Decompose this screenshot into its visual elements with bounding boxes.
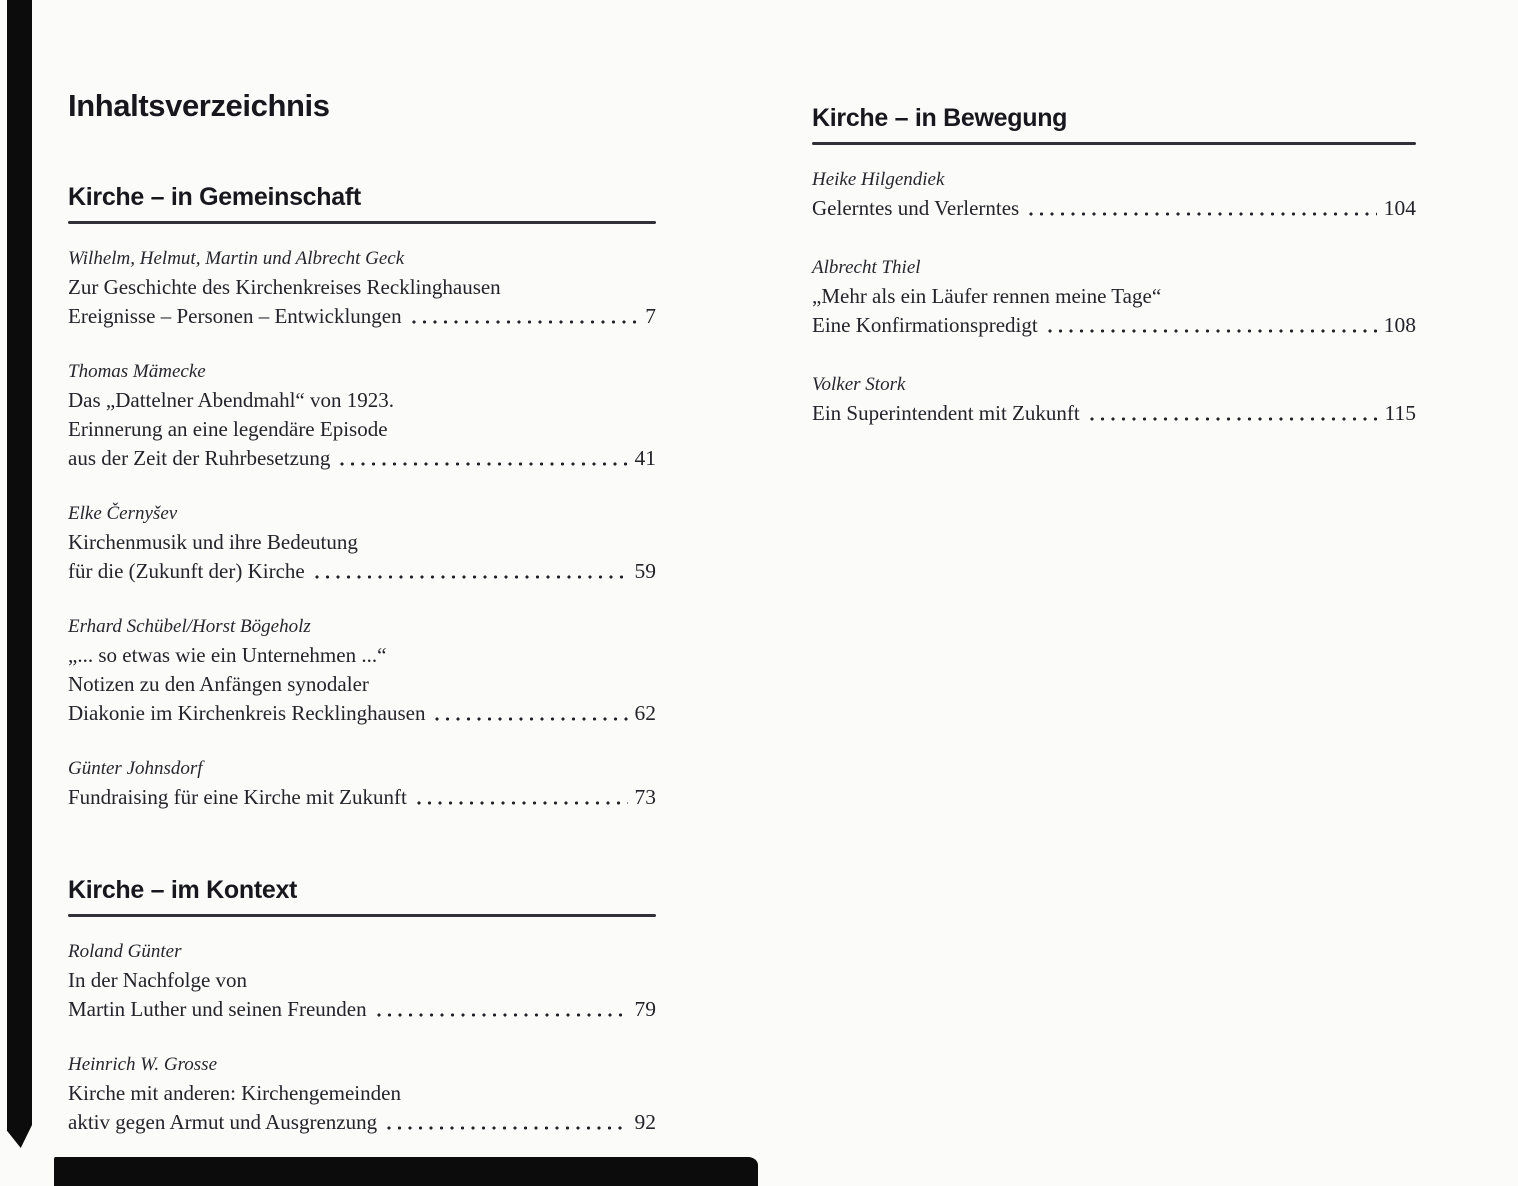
toc-entry	[812, 372, 1416, 428]
section-heading: Kirche – in Bewegung	[812, 104, 1068, 132]
entry-author: Erhard Schübel/Horst Bögeholz	[68, 616, 311, 637]
entry-line: Fundraising für eine Kirche mit Zukunft	[68, 785, 407, 809]
section-rule	[812, 142, 1416, 145]
section-heading: Kirche – im Kontext	[68, 876, 298, 904]
entry-line: Ein Superintendent mit Zukunft	[812, 401, 1080, 425]
toc-section	[68, 183, 656, 812]
entry-author: Elke Černyšev	[68, 503, 178, 524]
scan-artifact-bottom-bar	[54, 1157, 758, 1186]
entry-author: Wilhelm, Helmut, Martin und Albrecht Geck	[68, 248, 405, 269]
toc-entry	[68, 1052, 656, 1137]
toc-entry	[68, 501, 656, 586]
section-rule	[68, 914, 656, 917]
toc-entry	[68, 359, 656, 473]
entry-last-line	[68, 302, 656, 331]
entry-line: In der Nachfolge von	[68, 968, 248, 992]
dot-leader-icon	[411, 302, 639, 331]
toc-column-right	[812, 104, 1416, 428]
dot-leader-icon	[339, 444, 627, 473]
page-title: Inhaltsverzeichnis	[68, 88, 330, 123]
entry-last-line	[68, 1108, 656, 1137]
toc-entry	[68, 246, 656, 331]
scan-artifact-left-bar	[7, 0, 32, 1148]
toc-column-left	[68, 183, 656, 1137]
page-number: 79	[634, 997, 656, 1021]
toc-entry	[812, 255, 1416, 340]
entry-line: Erinnerung an eine legendäre Episode	[68, 417, 388, 441]
entry-last-line	[68, 699, 656, 728]
dot-leader-icon	[1047, 311, 1377, 340]
dot-leader-icon	[434, 699, 627, 728]
entry-line: Zur Geschichte des Kirchenkreises Recklinghausen	[68, 275, 501, 299]
entry-line: Das „Dattelner Abendmahl“ von 1923.	[68, 388, 394, 412]
toc-entry	[68, 939, 656, 1024]
toc-section	[812, 104, 1416, 428]
entry-line: Notizen zu den Anfängen synodaler	[68, 672, 369, 696]
toc-entry	[68, 756, 656, 812]
toc-entry	[812, 167, 1416, 223]
entry-author: Albrecht Thiel	[812, 257, 921, 278]
entry-last-line	[68, 444, 656, 473]
section-heading: Kirche – in Gemeinschaft	[68, 183, 361, 211]
entry-line: aus der Zeit der Ruhrbesetzung	[68, 446, 331, 470]
section-rule	[68, 221, 656, 224]
entry-last-line	[812, 399, 1416, 428]
page-number: 73	[634, 785, 656, 809]
entry-line: Gelerntes und Verlerntes	[812, 196, 1020, 220]
page-number: 59	[634, 559, 656, 583]
entry-line: Diakonie im Kirchenkreis Recklinghausen	[68, 701, 426, 725]
entry-line: „Mehr als ein Läufer rennen meine Tage“	[812, 284, 1162, 308]
entry-line: Martin Luther und seinen Freunden	[68, 997, 367, 1021]
entry-line: Eine Konfirmationspredigt	[812, 313, 1038, 337]
entry-last-line	[68, 557, 656, 586]
dot-leader-icon	[314, 557, 628, 586]
entry-author: Volker Stork	[812, 374, 906, 395]
page-number: 41	[634, 446, 656, 470]
entry-author: Heike Hilgendiek	[812, 169, 945, 190]
dot-leader-icon	[1089, 399, 1378, 428]
entry-line: für die (Zukunft der) Kirche	[68, 559, 305, 583]
entry-author: Günter Johnsdorf	[68, 758, 203, 779]
entry-last-line	[812, 311, 1416, 340]
entry-line: „... so etwas wie ein Unternehmen ...“	[68, 643, 387, 667]
entry-line: Ereignisse – Personen – Entwicklungen	[68, 304, 402, 328]
entry-line: Kirche mit anderen: Kirchengemeinden	[68, 1081, 401, 1105]
toc-entry	[68, 614, 656, 728]
entry-last-line	[812, 194, 1416, 223]
page-number: 7	[645, 304, 656, 328]
dot-leader-icon	[416, 783, 628, 812]
entry-author: Thomas Mämecke	[68, 361, 206, 382]
entry-author: Roland Günter	[68, 941, 182, 962]
page-number: 115	[1384, 401, 1416, 425]
entry-line: Kirchenmusik und ihre Bedeutung	[68, 530, 358, 554]
dot-leader-icon	[376, 995, 628, 1024]
entry-last-line	[68, 995, 656, 1024]
dot-leader-icon	[386, 1108, 627, 1137]
entry-last-line	[68, 783, 656, 812]
page-number: 62	[634, 701, 656, 725]
dot-leader-icon	[1028, 194, 1377, 223]
entry-line: aktiv gegen Armut und Ausgrenzung	[68, 1110, 378, 1134]
page-number: 104	[1383, 196, 1416, 220]
entry-author: Heinrich W. Grosse	[68, 1054, 218, 1075]
toc-section	[68, 876, 656, 1137]
page-number: 92	[634, 1110, 656, 1134]
page-number: 108	[1383, 313, 1416, 337]
